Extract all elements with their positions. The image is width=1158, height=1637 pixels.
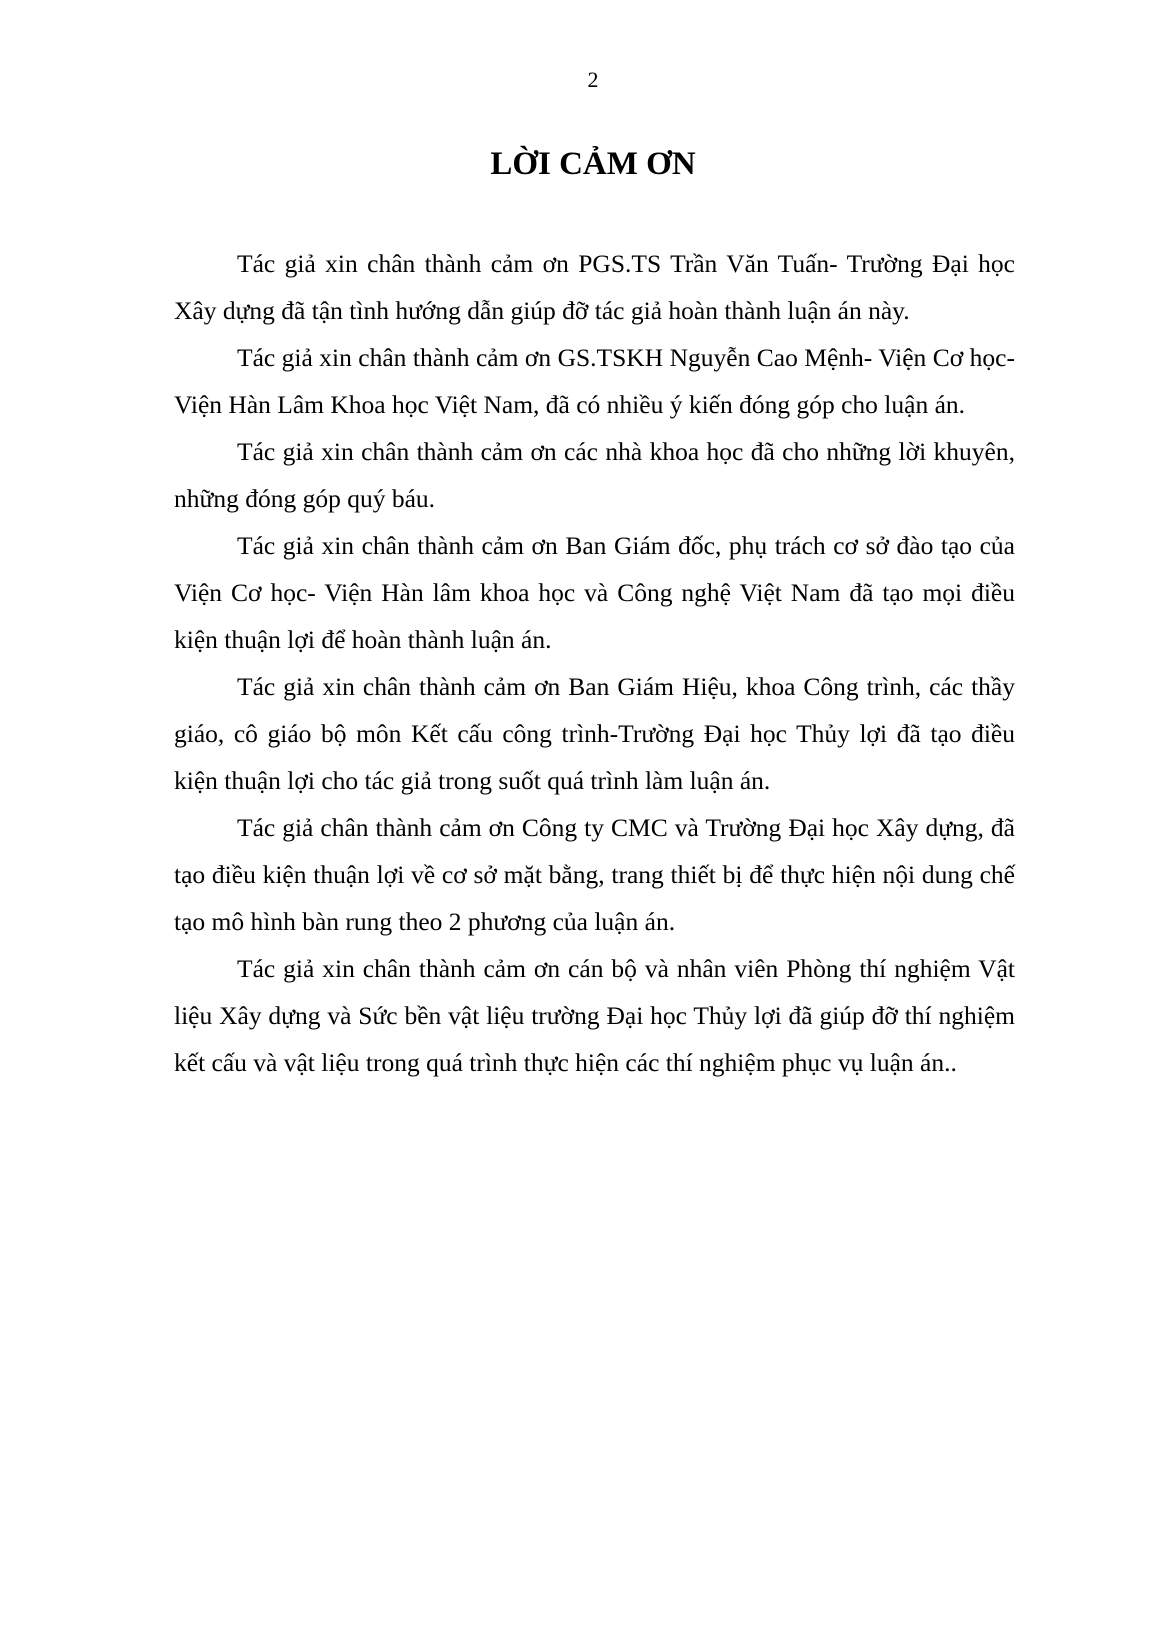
paragraph: Tác giả xin chân thành cảm ơn GS.TSKH Nguyễn Cao Mệnh- Viện Cơ học- Viện Hàn Lâm Khoa học Việt Nam, đã có nhiều ý kiến đóng góp cho luận án. — [174, 343, 1015, 419]
acknowledgement-body — [174, 240, 1015, 1086]
paragraph: Tác giả xin chân thành cảm ơn cán bộ và nhân viên Phòng thí nghiệm Vật liệu Xây dựng và Sức bền vật liệu trường Đại học Thủy lợi đã giúp đỡ thí nghiệm kết cấu và vật liệu trong quá trình thực hiện các thí nghiệm phục vụ luận án.. — [174, 954, 1015, 1077]
page-title: LỜI CẢM ƠN — [490, 146, 696, 182]
paragraph: Tác giả xin chân thành cảm ơn các nhà khoa học đã cho những lời khuyên, những đóng góp quý báu. — [174, 437, 1015, 513]
paragraph: Tác giả xin chân thành cảm ơn PGS.TS Trần Văn Tuấn- Trường Đại học Xây dựng đã tận tình hướng dẫn giúp đỡ tác giả hoàn thành luận án này. — [174, 249, 1015, 325]
paragraph: Tác giả xin chân thành cảm ơn Ban Giám Hiệu, khoa Công trình, các thầy giáo, cô giáo bộ môn Kết cấu công trình-Trường Đại học Thủy lợi đã tạo điều kiện thuận lợi cho tác giả trong suốt quá trình làm luận án. — [174, 672, 1015, 795]
paragraph: Tác giả xin chân thành cảm ơn Ban Giám đốc, phụ trách cơ sở đào tạo của Viện Cơ học- Viện Hàn lâm khoa học và Công nghệ Việt Nam đã tạo mọi điều kiện thuận lợi để hoàn thành luận án. — [174, 531, 1015, 654]
paragraph: Tác giả chân thành cảm ơn Công ty CMC và Trường Đại học Xây dựng, đã tạo điều kiện thuận lợi về cơ sở mặt bằng, trang thiết bị để thực hiện nội dung chế tạo mô hình bàn rung theo 2 phương của luận án. — [174, 813, 1015, 936]
page-number: 2 — [587, 67, 599, 92]
